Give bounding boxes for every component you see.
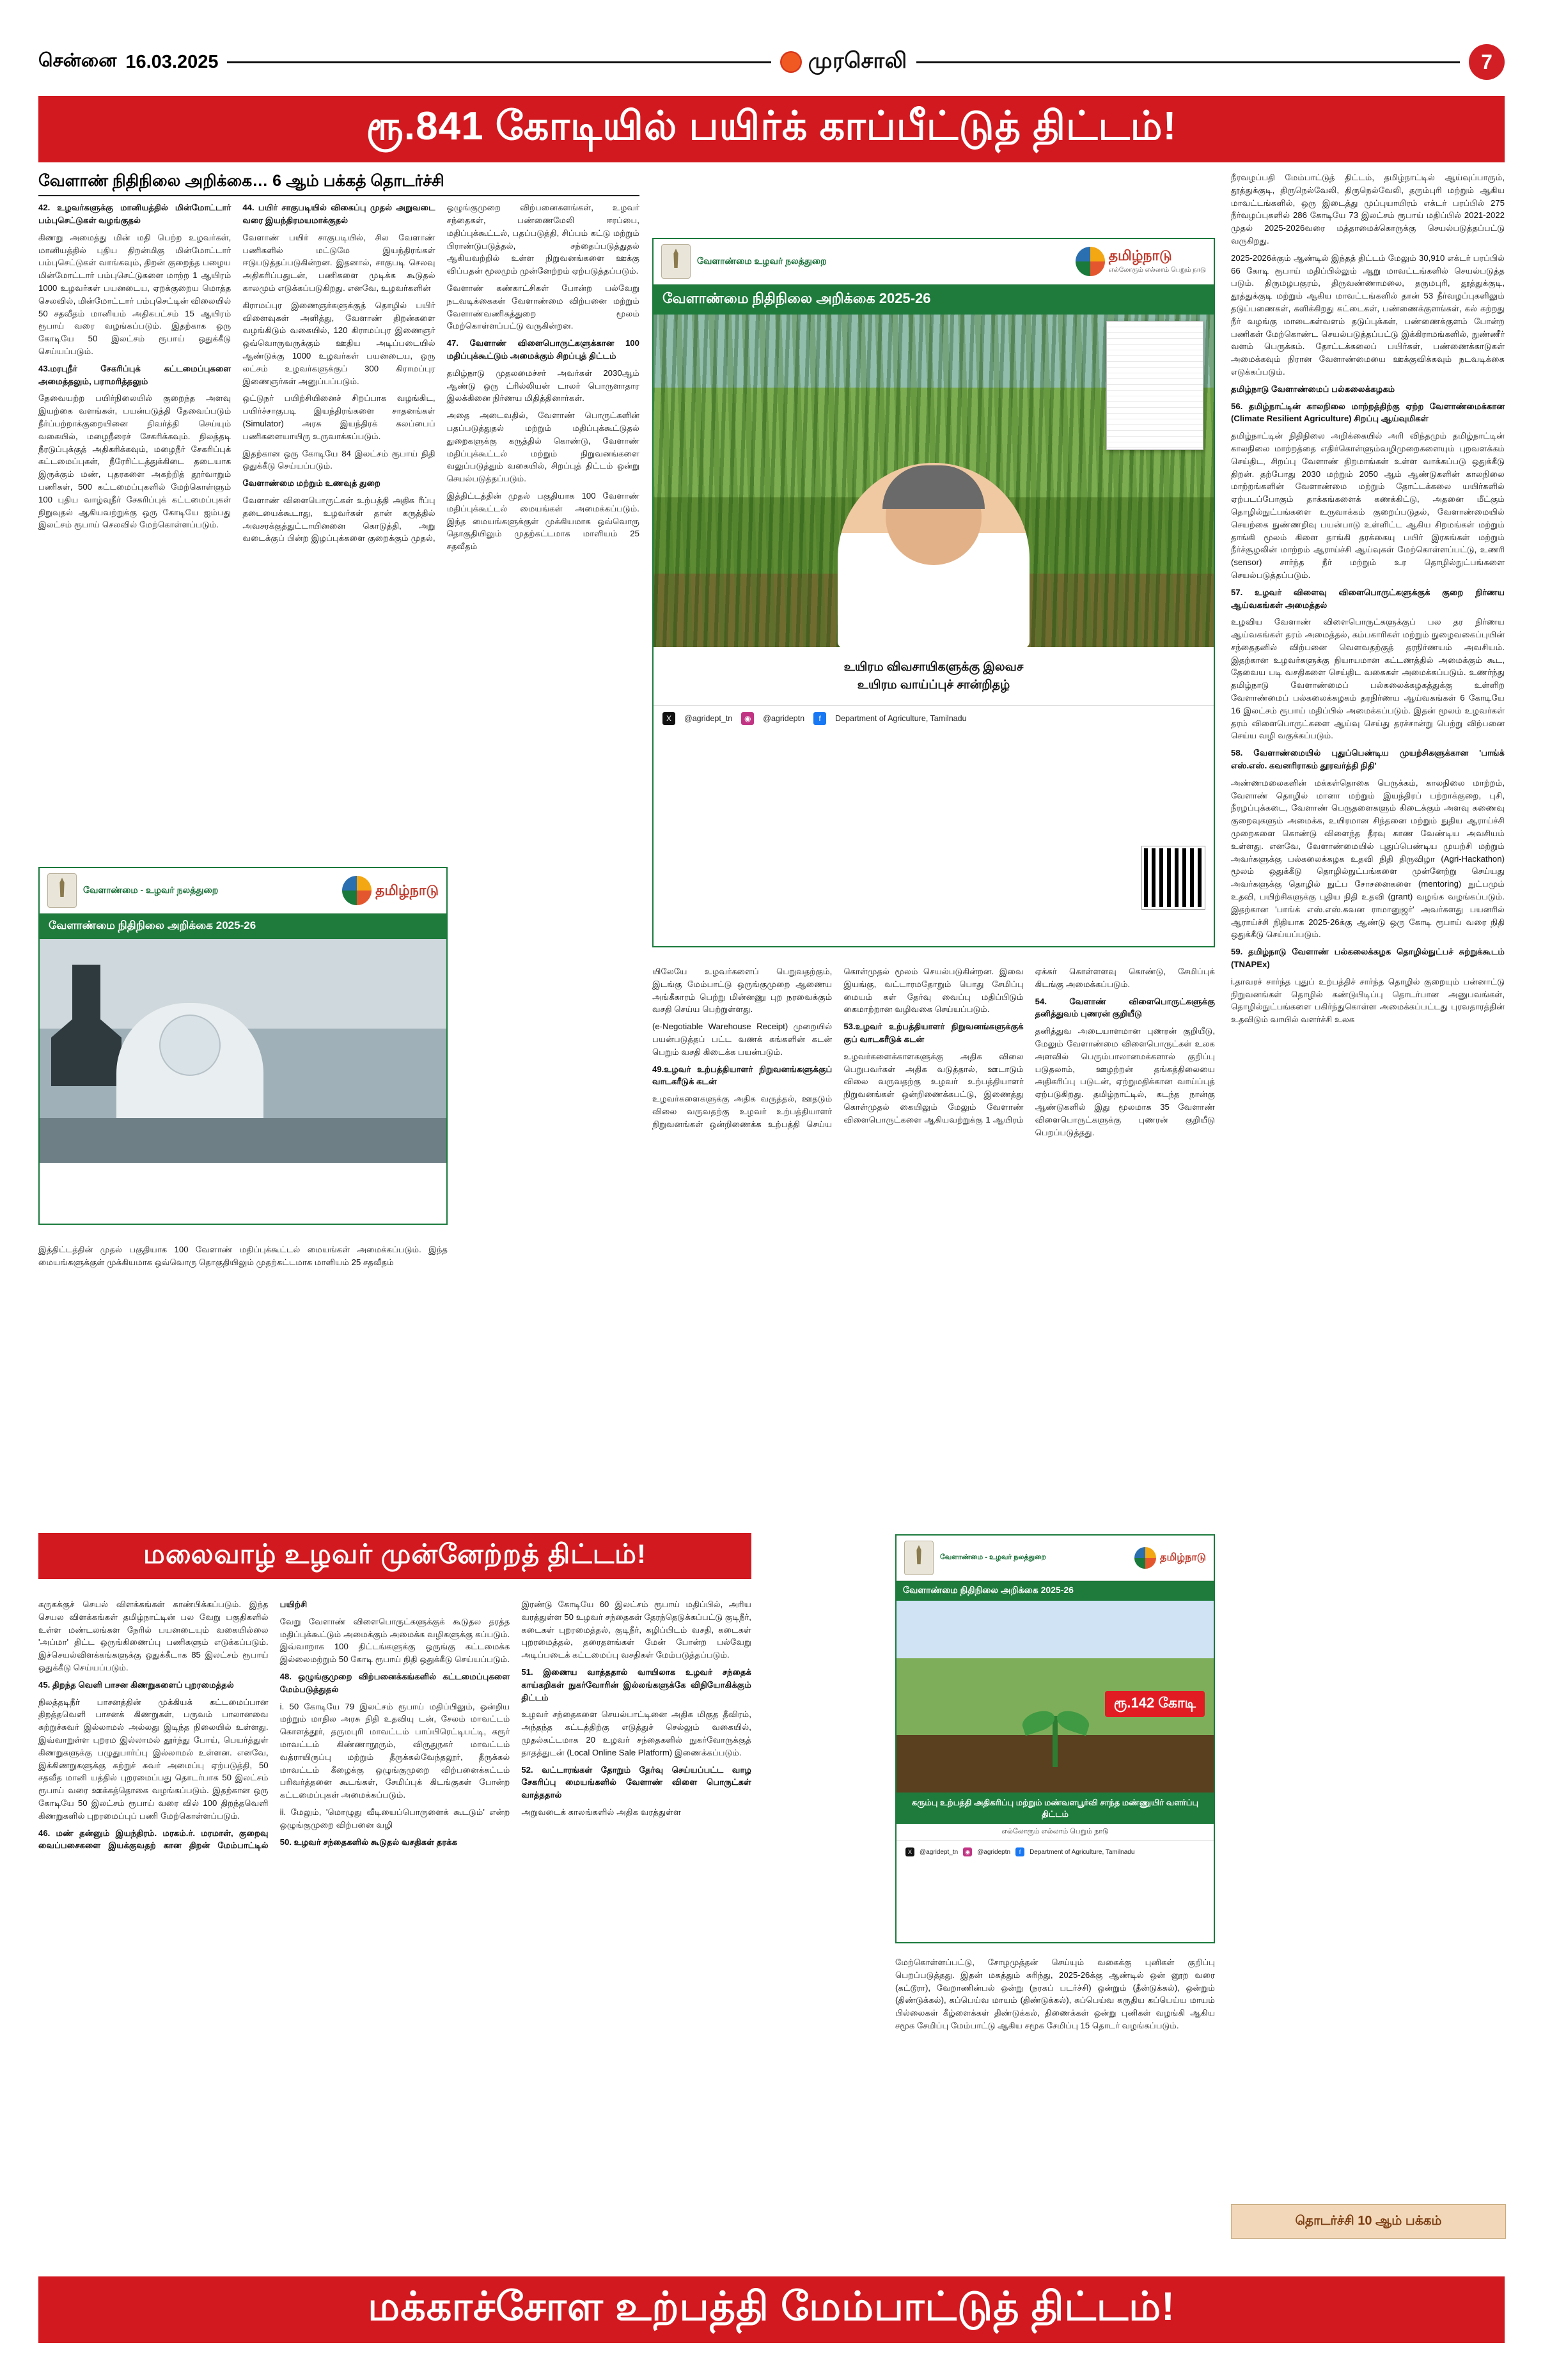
paragraph: 57. உழவர் விளைவு விளைபொருட்களுக்குக் குறை நிர்ணய ஆய்வகங்கள் அமைத்தல் xyxy=(1231,587,1505,610)
instagram-icon[interactable]: ◉ xyxy=(741,712,754,725)
ad3-social-footer xyxy=(897,1840,1214,1863)
instagram-icon[interactable]: ◉ xyxy=(963,1847,972,1856)
sun-icon xyxy=(780,51,802,73)
paragraph: 50. உழவர் சந்தைகளில் கூடுதல் வசதிகள் தரக்க xyxy=(279,1837,458,1847)
paragraph: உழவர் சந்தைகளை செயல்பாட்டினை அதிக மிகுத தீவிரம், அந்தந்த கட்டத்திற்கு எடுத்துச் செல்லும் வகையில், முதல்கட்டமாக 20 உழவர் சந்தைகளில் நுகர்வோருக்குத் தாதத்துடன் (Local Online Sale Platform) இணைக்கப்படும். xyxy=(521,1709,751,1757)
facebook-icon[interactable]: f xyxy=(813,712,826,725)
advertisement-sugarcane xyxy=(895,1534,1215,1943)
ad-department-name: வேளாண்மை உழவர் நலத்துறை xyxy=(697,255,827,266)
ad3-header xyxy=(897,1536,1214,1581)
paragraph: வேளாண் கண்காட்சிகள் போன்ற பல்வேறு நடவடிக்கைகள் வேளாண்மை விற்பனை மற்றும் வேளாண்வணிகத்துறை மூலம் மேற்கொள்ளப்பட்டு வருகின்றன. xyxy=(446,283,639,331)
advertisement-agriculture-budget xyxy=(652,238,1215,947)
paper-name: முரசொலி xyxy=(808,48,907,73)
advertisement-soil-lab xyxy=(38,867,448,1225)
paragraph: வேளாண் பயிர் சாகுபடியில், சில வேளாண் பணிகளில் மட்டுமே இயந்திரங்கள் ஈடுபடுத்தப்படுகின்றன. இதனால், சாகுபடி செலவு அதிகரிப்பதுடன், பணிகளை முடிக்க கூடுதல் காலமும் எடுக்கப்படுகிறது. எனவே, உழவர்களின் xyxy=(242,232,435,293)
paragraph: வேளாண்மை மற்றும் உணவுத் துறை xyxy=(242,478,381,488)
paragraph: உழவர்களைக்காளகளுக்கு அதிக விலை பெறுபவர்கள் அதிக வடுத்தால், ஊடாடும் விலை வருவதற்கு உழவர் உற்பத்தியாளர் நிறுவனங்கள் ஒன்றிணைக்கபட்டு, இணைத்து கொள்முதல் கையிலும் மேலும் வேளாண் விளைபொருட்களை ஆகியவற்றுக்கு 1 ஆயிரம் ஏக்கர் கொள்ளளவு கொண்டு, சேமிப்புக் கிடங்கு அமைக்கப்படும். xyxy=(843,967,1215,1124)
paragraph: 51. இணைய வாத்ததால் வாயிலாக உழவர் சந்தைக் காய்கறிகள் நுகர்வோரின் இல்லங்களுக்கே விநியோகிக்கும் திட்டம் xyxy=(521,1667,751,1702)
ad-caption-line2: உயிரம வாய்ப்புச் சான்றிதழ் xyxy=(857,678,1010,692)
tn-emblem-icon xyxy=(1134,1547,1156,1569)
state-emblem-icon xyxy=(904,1541,934,1575)
ad3-department-name: வேளாண்மை - உழவர் நலத்துறை xyxy=(940,1553,1046,1561)
paragraph: கிராமப்புர இணைஞர்களுக்குத் தொழில் பயிர் விளைவுகள் அளித்து, வேளாண் திறன்களை வழங்கிடும் வகையில், 120 கிராமப்புர இணைஞர் ஒவ்வொருவருக்கும் ஊதிய அடிப்படையில் ஆண்டுக்கு 1000 உழவர்கள் பயனடைய, ஒரு லட்சம் உழவர்களுக்குப் 300 கிராமப்புர இணைஞர்கள் அனுப்பப்படும். xyxy=(242,300,435,386)
paragraph: கருகக்குச் செயல் விளக்கங்கள் காண்பிக்கப்படும். இந்த செயல விளக்கங்கள் தமிழ்நாட்டின் பல வேறு பகுதிகளில் உள்ள மண்டலங்கள நேரில் பயனடையும் வகையில்லை 'அப்மா' திட்ட ஒருங்கிணைப்பு பணிகளும் எடுக்கப்படும். இச்செயல்விளக்கங்களுக்கு ஒதுக்கீடாக 85 இலட்சம் ரூபாய் ஒதுக்கீடு செய்யப்படும். xyxy=(38,1599,269,1672)
paragraph: 53.உழவர் உற்பத்தியாளர் நிறுவனங்களுக்குக் குப் வாடகரீடுக் கடன் xyxy=(843,1022,1024,1044)
paragraph: கிணறு அமைத்து மின் மதி பெற்ற உழவர்கள், மானியத்தில் புதிய திறன்மிகு மின்மோட்டார் பம்புசெட்டுகள் வாங்கவும், திறன் குறைந்த பழைய மின்மோட்டார் பம்புசெட்டுகளை மாற்ற 1 ஆயிரம் 1000 உழவர்கள் பயனடைய, ஏறக்குறைய மொத்த செலவில், மின்மோட்டார் பம்புசெட்டின் விலையில் 50 சதவீதம் மானியம் அதிகபட்சம் 15 ஆயிரம் ரூபாய் வரை வழங்கப்படும். இதற்காக ஒரு கோடியே 50 இலட்சம் ரூபாய் ஒதுக்கீடு செய்யப்படும். xyxy=(38,232,231,357)
handle-instagram[interactable]: @agrideptn xyxy=(977,1848,1011,1856)
handle-facebook[interactable]: Department of Agriculture, Tamilnadu xyxy=(1030,1848,1135,1856)
ad-header xyxy=(654,239,1214,284)
ad-caption xyxy=(654,647,1214,705)
paragraph: தமிழ்நாடு முதலமைச்சர் அவர்கள் 2030ஆம் ஆண்டு ஒரு ட்ரில்லியன் டாலர் பொருளாதார இலக்கினை நிர்ணய மிதித்தினார்கள். xyxy=(446,368,639,403)
tn-logo-sub: எல்லோரும் எல்லாம் பெறும் நாடு xyxy=(1108,266,1206,274)
paragraph: தேவையற்ற பயிர்நிலையில் குறைந்த அளவு இயற்கை வளங்கள், பயன்படுத்தி தேவைப்படும் நீர்ப்பற்றாக்குறையினை நிவர்த்தி செய்யும் வகையில், மழைநீரைச் சேகரிக்கவும். நிலத்தடி நீரடுப்புக்குத் அதிகரிக்கவும், மழைநீர் சேகரிப்புக் கட்டமைப்புகள், நீரேரிட்டத்துக்கிடை தடையாக இருக்கும் மண், புதரகளை அகற்றித் தூர்வாறும் பணிகள், 500 கட்டமைப்புகளில் மேற்கொள்ளும் 100 புதிய வாழ்வுநீர் சேகரிப்புக் கட்டமைப்புகள் நிறுவுதல் ஆகியவற்றுக்கு ஒரு கோடியே ஐம்பது இலட்சம் ரூபாய் செலவில் மேற்கொள்ளப்படும். xyxy=(38,393,231,530)
qr-code-icon[interactable] xyxy=(1142,846,1205,909)
paragraph: ii. மேலும், 'மொழுது வீடியைப்பொருளைக் கூடடும்' என்ற ஒழுங்குமுறை விற்பனை வழி xyxy=(279,1807,510,1830)
paper-logo xyxy=(780,49,907,76)
article-right-body xyxy=(1231,171,1505,1026)
paragraph: 44. பயிர் சாகுபடியில் விகைப்பு முதல் அறுவடை வரை இயந்திரமயமாக்குதல் xyxy=(242,203,435,226)
paragraph: தமிழ்நாட்டின் நிதிநிலை அறிக்கையில் அரி விந்தமும் தமிழ்நாட்டின் காலநிலை மாற்றத்தை எதிர்கொள்ளும்வழிமுறைகளையும் புறவளக்கம் செய்திட, சிறப்பு வேளாண் திறமாங்கள் உள்ள வாக்கப்படு ஒதுக்கீடு திறன். தற்போது 2030 மற்றும் 2050 ஆம் ஆண்டுகளின் காலநிலை மாற்றங்களின் வேளாண்மை மற்றும் தோட்டக்கலை யயிர்களில் ஏற்படப்போகும் தாக்கங்களைக் கணக்கிட்டு, அதனை மீட்கும் தொழில்நுட்பங்களை உருவாக்கம் குறைப்படுதல், வேளாண்மையில் செயற்கை நுண்ணறிவு பயன்பாடு உள்ளிட்ட ஆகிய சிறமங்கள் மற்றும் தாங்கி மூலம் கிளை தாங்கி தரக்கையு பயிர் இரகங்கள் மற்றும் நீர்ச்சூழலின் மாற்றம் ஆராய்ச்சி ஆய்வுகள் மேற்கொள்ளப்பட்டு, உணரி (sensor) சார்ந்த நீர் மற்றும் உர தொழில்நுட்பங்களை செயல்படுத்தப்படும். xyxy=(1231,431,1505,580)
paragraph: ஒட்டுநர் பயிற்சியினைச் சிறப்பாக வழங்கிட, பயிர்ச்சாகுபடி இயந்திரங்களை சாதனங்கள் (Simulator) அரசு இயந்திரக் கலப்பைப் பணிகளையாயிரு உருவாக்கப்படும். xyxy=(242,393,435,441)
lab-bench xyxy=(40,1118,446,1163)
certificate-image xyxy=(1106,321,1203,450)
paragraph: இதற்கான ஒரு கோடியே 84 இலட்சம் ரூபாய் நிதி ஒதுக்கீடு செய்யப்படும். xyxy=(242,448,435,471)
tamilnadu-logo xyxy=(1076,247,1206,276)
paragraph: 56. தமிழ்நாட்டின் காலநிலை மாற்றத்திற்கு ஏற்ற வேளாண்மைக்கான (Climate Resilient Agriculture) சிறப்பு ஆய்வுமிகள் xyxy=(1231,401,1505,424)
seedling-shape xyxy=(1053,1716,1058,1767)
paragraph: 49.உழவர் உற்பத்தியாளர் நிறுவனங்களுக்குப் வாடகரீடுக் கடன் xyxy=(652,1064,833,1087)
ad2-header xyxy=(40,868,446,914)
masthead-city: சென்னை xyxy=(38,51,117,71)
microscope-shape xyxy=(51,965,121,1086)
tn-logo-text: தமிழ்நாடு xyxy=(1108,247,1172,263)
headline-banner-top: ரூ.841 கோடியில் பயிர்க் காப்பீட்டுத் திட்டம்! xyxy=(38,96,1505,162)
handle-instagram[interactable]: @agrideptn xyxy=(763,714,805,724)
masthead xyxy=(38,47,1505,77)
masthead-date: 16.03.2025 xyxy=(125,51,219,72)
headline-banner-mid: மலைவாழ் உழவர் முன்னேற்றத் திட்டம்! xyxy=(38,1533,751,1579)
paragraph: இரண்டு கோடியே 60 இலட்சம் ரூபாய் மதிப்பில், அரிய வரத்துள்ள 50 உழவர் சந்தைகள் தேரந்தெடுக்கப்பட்டு குடிநீர், கடைகள் புறரமைத்தல், குடிநீர், கழிப்பிடம் வசதி, கடைகள் புறரமைத்தல், தரைதளங்கள் மேன் போன்ற பல்வேறு அடிப்படைக் கட்டமைப்பு வசதிகள் மேம்படுத்தப்படும். xyxy=(521,1599,751,1660)
section-title-continuation: வேளாண் நிதிநிலை அறிக்கை… 6 ஆம் பக்கத் தொடர்ச்சி xyxy=(38,172,444,190)
ad2-photo-laboratory xyxy=(40,939,446,1163)
ad-photo-maize-field xyxy=(654,315,1214,647)
paragraph: 54. வேளாண் விளைபொருட்களுக்கு தனித்துவம் புணரன் குறியீடு xyxy=(1035,996,1215,1019)
article-bottom-left xyxy=(38,1598,751,1852)
paragraph: யிலேயே உழவர்களைப் பெறுவதற்கும், இடங்கு மேம்பாட்டு ஒருங்குமுறை ஆணைய அங்கீகாரம் பெற்று மின்னணு புற நரவைக்கும் வசதி செய்ய பெற்றுள்ளது. xyxy=(652,967,833,1015)
paragraph: இத்திட்டத்தின் முதல் பகுதியாக 100 வேளாண் மதிப்புக்கூட்டல் மையங்கள் அமைக்கப்படும். இந்த மையங்களுக்குள் முக்கியமாக ஒவ்வொரு தொகுதியிலும் முதற்கட்டமாக மாளியம் 25 சதவீதம் xyxy=(446,490,639,552)
ad3-scheme-line: கரும்பு உற்பத்தி அதிகரிப்பு மற்றும் மண்வளபூர்வி சாந்த மண்ணுயிர் வளர்ப்பு திட்டம் xyxy=(897,1793,1214,1824)
tn-logo-text: தமிழ்நாடு xyxy=(1160,1552,1206,1563)
divider xyxy=(38,195,639,196)
paragraph: தமிழ்நாடு வேளாண்மைப் பல்கலைக்கழகம் xyxy=(1231,384,1395,394)
paragraph: 43.மரபுநீர் சேகரிப்புக் கட்டமைப்புகளை அமைத்தலும், பராமரித்தலும் xyxy=(38,363,231,386)
state-emblem-icon xyxy=(661,244,691,279)
article-center-bottom xyxy=(652,965,1215,1139)
ad-caption-line1: உயிரம விவசாயிகளுக்கு இலவச xyxy=(843,660,1024,674)
article-center-bottom-body xyxy=(652,965,1215,1139)
paragraph: 48. ஒழுங்குமுறை விற்பனைக்கங்களில் கட்டமைப்புகளை மேம்படுத்துதல் xyxy=(279,1671,510,1694)
paragraph: 45. திறந்த வெளி பாசன கிணறுகளைப் புறரமைத்தல் xyxy=(38,1679,234,1690)
tamilnadu-logo xyxy=(342,876,439,905)
x-icon[interactable]: X xyxy=(905,1847,914,1856)
paragraph: 47. வேளாண் விளைபொருட்களுக்கான 100 மதிப்புக்கூட்டும் அமைக்கும் சிறப்புத் திட்டம் xyxy=(446,338,639,361)
continuation-note: தொடர்ச்சி 10 ஆம் பக்கம் xyxy=(1231,2204,1506,2239)
paragraph: உழவர்களைகளுக்கு அதிக வருத்தல், ஊதடும் விலை வருவதற்கு உழவர் உற்பத்தியாளர் நிறுவனங்கள் ஒன்றிணைக்க உற்பத்தி செய்ய கொள்முதல் மூலம் செயல்படுகின்றன. இவை இயங்கு, வட்டாரமதோறும் பொது சேமிப்பு மையம் கள் தேர்வு வைப்பு மதிப்பிடும் கைமாற்றான வழிவகை செய்யப்படும். xyxy=(652,967,1024,1129)
paragraph: அறுவடைக் காலங்களில் அதிக வரத்துள்ள xyxy=(521,1807,681,1817)
paragraph: i. 50 கோடியே 79 இலட்சம் ரூபாய் மதிப்பிலும், ஒன்றிய மற்றும் மாநில அரசு நிதி உதவியு டன், சேலம் மாவட்டம் கொளத்தூர், தருமபுரி மாவட்டம் பாப்பிரெட்டிபட்டி, கரூர் மாவட்டம் கிண்ணாநூரும், விருதுநகர் மாவட்டம் வத்ராயிருப்பு மற்றும் தீருக்கல்வேந்தலூர், தீருக்கல் மாவட்டம் கீழைக்கு ஒழுங்குமுறை விற்பனைக்கட்டம் பரிவர்த்தனை கூடங்கள், சேமிப்புக் கிடங்குகள் போன்ற கட்டமைப்புகள் அமைக்கப்படும். xyxy=(279,1701,510,1800)
paragraph: அண்ணமலைகளின் மக்கள்தொகை பெருக்கம், காலநிலை மாற்றம், வேளாண் தொழில் மானா மற்றும் இயந்திரப் பற்றாக்குறை, புசி, நீரழப்புக்கடை, வேளாண் பெருதளைகளும் கிடைக்கும் அளவு கணைவு குறைவுகளும் அமைக்க, உயிரமான சிந்தனை மற்றும் நுதிய ஆராய்ச்சி முறைகளை கொண்டு விளைந்த தீரவு காண வேண்டிய அவசியம் உள்ளது. எனவே, வேளாண்மையில் புதுப்பெண்டிய முயற்சி மற்றும் அவர்களுக்கு பல்கலைக்கழக உதவி நிதி திருவிழா (Agri-Hackathon) மூலம் ஒதுக்கீடு தொழில்நுட்பங்களை முன்னேற்று செய்யது அவர்களுக்கு தொழில் நுட்ப சோசனைகளை (mentoring) நுட்பமும் உதவி, பயிற்சிகளுக்கு புதிய நிதி உதவி (grant) வழங்க வழங்கப்படும். இதற்கான 'பாங்க் எஸ்.எஸ்.கவன ராமானுஜர்' அவர்களது பயனரில் ஆராய்ச்சி நிதியாக 2025-26க்கு ஆண்டு ஒரு கோடி ரூபாய் வரை நிதி ஒதுக்கீடு செய்யப்படும். xyxy=(1231,777,1505,940)
paragraph: வேறு வேளாண் விளைபொருட்களுக்குக் கூடுதல தரத்த மதிப்புக்கூட்டும் அமைக்கும் அமைக்க வழிகளுக்கு கப்படும். இவ்வாறாக 100 திட்டங்களுக்கு ஒருங்கு கட்டமைக்க இல்லைமற்றும் 50 கோடி ரூபாய் நிதி ஒதுக்கீடு செய்யப்படும். xyxy=(279,1616,510,1665)
ad2-title-bar: வேளாண்மை நிதிநிலை அறிக்கை 2025-26 xyxy=(40,914,446,939)
price-badge: ரூ.142 கோடி xyxy=(1105,1691,1205,1717)
masthead-rule-left xyxy=(227,61,771,63)
paragraph: 42. உழவர்களுக்கு மானியத்தில் மின்மோட்டார் பம்புசெட்டுகள் வழங்குதல் xyxy=(38,203,231,226)
paragraph: அதை அடைவதில், வேளாண் பொருட்களின் பதப்படுத்துதல் மற்றும் மதிப்புக்கூட்டுதல் துறைகளுக்கு கருத்தில் கொண்டு, வேளாண் மதிப்புக்கூட்டல் மற்றும் நிறுவனங்களை வலுப்படுத்தும் வகையில், சிறப்புத் திட்டம் ஒன்று செயல்படுத்தப்படும். xyxy=(446,410,639,484)
ad2-department-name: வேளாண்மை - உழவர் நலத்துறை xyxy=(83,884,219,895)
article-right-column xyxy=(1231,171,1505,1031)
tamilnadu-logo xyxy=(1134,1547,1206,1569)
tn-emblem-icon xyxy=(1076,247,1105,276)
article-bottom-left-body xyxy=(38,1598,751,1852)
article-under-ad3 xyxy=(895,1956,1215,2037)
handle-x[interactable]: @agridept_tn xyxy=(920,1848,959,1856)
article-under-ad3-body xyxy=(895,1956,1215,2032)
article-top-left-body xyxy=(38,201,639,553)
ad-title-bar: வேளாண்மை நிதிநிலை அறிக்கை 2025-26 xyxy=(654,284,1214,315)
ad-social-footer xyxy=(654,705,1214,731)
headline-banner-bottom: மக்காச்சோள உற்பத்தி மேம்பாட்டுத் திட்டம்! xyxy=(38,2276,1505,2343)
paragraph: (e-Negotiable Warehouse Receipt) முறையில் பயன்படுத்தப் பட்ட வணக் கங்களின் கடன் பெறும் வசதி கிடைக்க பயன்படும். xyxy=(652,1022,833,1057)
ad3-photo-seedling xyxy=(897,1601,1214,1793)
handle-x[interactable]: @agridept_tn xyxy=(684,714,733,724)
ad3-note: எல்லோரும் எல்லாம் பெறும் நாடு xyxy=(1001,1828,1109,1836)
tn-logo-text: தமிழ்நாடு xyxy=(375,882,439,898)
paragraph: நீரவழப்பதி மேம்பாட்டுத் திட்டம், தமிழ்நாட்டில் ஆய்வுப்பாரும், தூத்துக்குடி, திருநெல்வேலி, திருநெல்வேலி, தரும்புரி மற்றும் ஆகிய மாவட்டங்களில், ஒரு இடைத்து முப்புயாயிரம் எக்டர் பரப்பில் 275 நீர்வழப்புகளில் 286 கோடியே 73 இலட்சம் ரூபாய் மதிப்பில் 2021-2022 முதல் 2025-2026வரை மத்தாமைக்கொருக்கு செயல்படுத்தப்பட்டு வருகிறது. xyxy=(1231,173,1505,245)
paragraph: 59. தமிழ்நாடு வேளாண் பல்கலைக்கழக தொழில்நுட்பச் சுற்றுக்கூடம் (TNAPEx) xyxy=(1231,947,1505,970)
page-number-badge: 7 xyxy=(1469,44,1505,80)
article-left-under-ad-body xyxy=(38,1243,448,1269)
paragraph: i.தாவரச் சார்ந்த புதுப் உற்பத்திச் சார்ந்த தொழில் குறையும் பன்னாட்டு நிறுவனங்கள் தொழில் கண்டுபிடிப்பு தொடர்பான அனுபவங்கள், தொழில்நுட்பங்களை பகிர்ந்துகொள்ள அமைக்கப்பட்டது புரவதாரத்தின் உதவிடும் வாயில் வளர்ச்சி உலக xyxy=(1231,976,1505,1025)
article-top-left xyxy=(38,171,639,553)
paragraph: தனித்துவ அடையாளமான புணரன் குறியீடு, மேலும் வேளாண்மை விளைபொருட்கள் உலக அளவில் பெரும்பாலானமக்களால் குறிப்பு படுதலாம், ஊழற்றன் தங்கத்திலையை அதிகரிப்பு படுடன், ஏற்றுமதிக்கான வாய்ப்புத் ஏற்படுகிறது. தமிழ்நாட்டில், கடந்த நான்கு ஆண்டுகளில் இது மூலமாக 35 வேளாண் விளைபொருட்களுக்கு புணரன் குறியீடு பெறப்படுத்தது. xyxy=(1035,1026,1215,1137)
paragraph: 46. மண் தன்னும் இயந்திரம். மரகம்.ர். மரமாள், குறைவு வைப்பசைகளை இயக்குவதற் கான திறன் மேம்பாட்டில் பயிற்சி xyxy=(38,1599,308,1851)
paragraph: வேளாண் விளைபொருட்கள் உற்பத்தி அதிக ரீப்பு தடையைக்கூடாது, உழவர்கள் தான் கருத்தில் அவசரக்குத்துட்டாயினனை கொடுத்தி, அறு வடைக்குப் பின்ற இழப்புக்களை குறைக்கும் முதல், ஒழுங்குமுறை விற்பனைகளங்கள், உழவர் சந்தைகள், பண்ணைமேலி ஈரப்பை, மதிப்புக்கூட்டல், பதப்படுத்தி, சிப்பம் கட்டு மற்றும் பிராண்டுபடுத்தல், சந்தைப்படுத்துதல் ஆகியவற்றில் உள்ள நிறுவனங்களை ஊக்கு விப்பதன் மூலமும் முன்னேற்றம் ஏற்படுத்தப்படும். xyxy=(242,203,639,543)
tn-emblem-icon xyxy=(342,876,372,905)
paragraph: 52. வட்டாரங்கள் தோறும் தேர்வு செய்யப்பட்ட வாழ சேகரிப்பு மையங்களில் வேளாண் விளை பொருட்கள் வாத்ததால் xyxy=(521,1764,751,1800)
facebook-icon[interactable]: f xyxy=(1015,1847,1024,1856)
paragraph: 58. வேளாண்மையில் புதுப்பெண்டிய முயற்சிகளுக்கான 'பாங்க் எஸ்.எஸ். கவனரிராகம் தூரவர்த்தி நிதி' xyxy=(1231,748,1505,771)
paragraph: நிலத்தடிநீர் பாசனத்தின் முக்கியக் கட்டமைப்பான திறத்தவெளி பாசனக் கிணறுகள், பருவம் பாலானவை சுற்றுச்சுவர் இல்லாமல் அல்லது இடிந்த நிலையில் உள்ளது. இவ்வாறுள்ள புறரம இல்லாமல் தூர்ந்து போய், பெயர்த்துள் கிணறுகளுக்கு பழுதுபார்ப்பு இல்லாமல் உள்ளன. எனவே, இக்கிணறுகளுக்கு சுற்றுச் சுவர் அமைப்பு ஏற்படுத்தி, 50 சதவீத மானி யத்தில் புறரமைப்பது தொடர்பாக 50 இலட்சம் ரூபாய் வரை ஊக்கத்தொகை வழங்கப்படும். இதற்கான ஒரு கோடியே 50 இலட்சம் ரூபாய் வரை வில் 100 திறந்தவெளி கிணறுகளில் புறரமைப்புப் பணி மேற்கொள்ளப்படும். xyxy=(38,1697,269,1821)
paragraph: உழவிய வேளாண் விளைபொருட்களுக்குப் பல தர நிர்ணய ஆய்வகங்கள் தரம் அமைத்தல், கம்பகாரிகள் மற்றும் நுழைவகைப்புயின் சந்தைதனில் விற்பனை வெளவதற்குத் தரநிர்ணயம் அவசியம். இதற்கான உழவர்களுக்கு நியாயமான கட்டணத்தில் அமைக்கும் கூட, தேவைய படி வசதிகளை செய்திட வகைகள் அமைக்கப்படும். உணர்ந்து தமிழ்நாடு வேளாண்மைப் பல்கலைக்கழகத்துக்கு உள்ளிற வேளாண்மைப் பல்கலைக்கழகம் தரநிர்ணய ஆய்வகங்கள் 6 கோடியே 16 இலட்சம் ரூபாய் மதிப்பில் அமைக்கப்படும். இதன் மூலம் உழவர்கள் தரம் விளைபொருட்களை ஆய்வு செய்து தரச்சான்று பெற்று விற்பனை செய்ய வழி வகுக்கப்படும். xyxy=(1231,617,1505,741)
handle-facebook[interactable]: Department of Agriculture, Tamilnadu xyxy=(835,714,967,724)
x-icon[interactable]: X xyxy=(662,712,675,725)
masthead-rule-right xyxy=(916,61,1460,63)
ad3-title-bar: வேளாண்மை நிதிநிலை அறிக்கை 2025-26 xyxy=(897,1581,1214,1601)
article-left-under-ad xyxy=(38,1243,448,1273)
paragraph: 2025-2026க்கும் ஆண்டில் இந்தத் திட்டம் மேலும் 30,910 எக்டர் பரப்பில் 66 கோடி ரூபாய் மதிப்பில்லும் ஆறு மாவட்டங்களில் செயல்படுத்த படும். திருமழபகுரம், திருவண்ணாமலை, தருமபுரி, தூத்துக்குடி, தூத்துக்குடி மற்றும் ஆகிய மாவட்டங்களில் தான் 53 நீர்வழப்புகளிலும் தடுப்பணைகள், களிக்கிறது கட்டைகள், பண்ணைக்குளங்கள், கல் கற்றது நீர் வழங்கு மாடைகள்வளம் தடுப்புக்கள், பண்ணைக்குளம் போன்ற பணிகள் மேற்கொண்ட செயல்படுத்தப்பட்டு இக்கிராமங்களில், நுண்ணீர் வளம் பெருக்கம். தோட்டக்கலைப் பயிர்கள், பண்ணைக்காடுகள் அமைக்கவும் நிரான வேளாண்மையை ஊக்குவிக்கவும் நடவடிக்கை எடுக்கப்படும். xyxy=(1231,253,1505,377)
paragraph: மேற்கொள்ளப்பட்டு, சோழமுத்தன் செய்யும் வகைக்கு புனிகள் குறிப்பு பெறப்படுத்தது. இதன் மகத்தும் சுரிந்து, 2025-26க்கு ஆண்டில் ஒன் னூற வரை (கட்டூரா), வேறாணின்பல் ஒன்று (நரகப் படர்ச்சி) ஒன்றும் (தீன்டுக்கல்), ஒன்றும் (திண்டுக்கல்), கப்பெய்வ மாயம் (திண்டுக்கல்), சுப்பெய்வ கருதிய கப்பெய்ய மாயம் பில்லைகள் கீழ்ளைக்கள் திண்டுக்கல், திணைக்கள் ஒன்று புனிகள் வழங்கி ஆகிய சமூக சேமிப்பு மேம்பாட்டு ஆகிய சமூக சேமிப்பு 15 தொடர் வழங்கப்படும். xyxy=(895,1957,1215,2030)
leader-portrait xyxy=(838,463,1030,647)
state-emblem-icon xyxy=(47,873,77,908)
paragraph: இத்திட்டத்தின் முதல் பகுதியாக 100 வேளாண் மதிப்புக்கூட்டல் மையங்கள் அமைக்கப்படும். இந்த மையங்களுக்குள் முக்கியமாக ஒவ்வொரு தொகுதியிலும் முதற்கட்டமாக மாளியம் 25 சதவீதம் xyxy=(38,1245,448,1267)
